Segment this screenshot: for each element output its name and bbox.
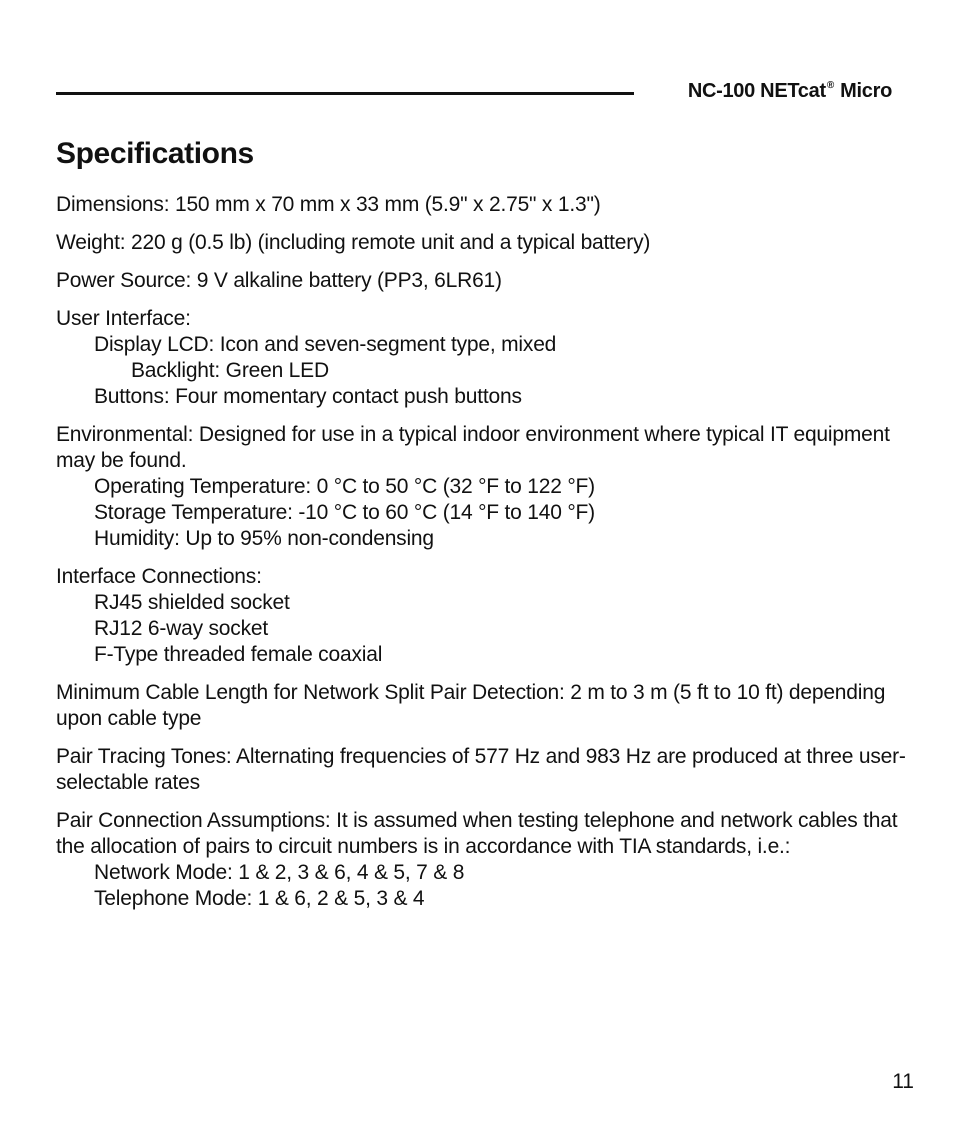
ui-display: Display LCD: Icon and seven-segment type, mixed [94,333,557,356]
telephone-mode: Telephone Mode: 1 & 6, 2 & 5, 3 & 4 [94,887,425,910]
product-prefix: NC-100 NETcat [687,80,826,102]
conn-item: RJ45 shielded socket [94,591,290,614]
page-title: Specifications [56,137,254,170]
conn-item: RJ12 6-way socket [94,617,269,640]
dimensions-block [56,192,916,218]
registered-mark: ® [826,80,834,91]
power-block [56,268,916,294]
spec-content [56,136,916,924]
conn-item: F-Type threaded female coaxial [94,643,383,666]
tones-text: Pair Tracing Tones: Alternating frequencies of 577 Hz and 983 Hz are produced at three user-selectable rates [56,745,906,794]
header-rule [56,92,634,95]
assumptions-text: Pair Connection Assumptions: It is assumed when testing telephone and network cables that the allocation of pairs to circuit numbers is in accordance with TIA standards, i.e.: [56,809,898,858]
page-header [56,80,892,110]
page-number: 11 [892,1070,914,1093]
product-suffix: Micro [834,80,892,102]
min-cable-block [56,680,916,732]
ui-buttons: Buttons: Four momentary contact push buttons [94,385,522,408]
assumptions-block [56,808,916,912]
env-text: Environmental: Designed for use in a typical indoor environment where typical IT equipment may be found. [56,423,890,472]
weight-text: Weight: 220 g (0.5 lb) (including remote unit and a typical battery) [56,231,651,254]
dimensions-text: Dimensions: 150 mm x 70 mm x 33 mm (5.9" x 2.75" x 1.3") [56,193,601,216]
network-mode: Network Mode: 1 & 2, 3 & 6, 4 & 5, 7 & 8 [94,861,465,884]
ui-backlight: Backlight: Green LED [131,359,329,382]
interface-connections-block [56,564,916,668]
user-interface-block [56,306,916,410]
tones-block [56,744,916,796]
min-cable-text: Minimum Cable Length for Network Split Pair Detection: 2 m to 3 m (5 ft to 10 ft) depending upon cable type [56,681,886,730]
product-name [688,80,892,103]
environmental-block [56,422,916,552]
weight-block [56,230,916,256]
ui-heading: User Interface: [56,307,191,330]
env-operating: Operating Temperature: 0 °C to 50 °C (32 °F to 122 °F) [94,475,595,498]
env-storage: Storage Temperature: -10 °C to 60 °C (14 °F to 140 °F) [94,501,595,524]
env-humidity: Humidity: Up to 95% non-condensing [94,527,434,550]
power-text: Power Source: 9 V alkaline battery (PP3, 6LR61) [56,269,502,292]
conn-heading: Interface Connections: [56,565,262,588]
